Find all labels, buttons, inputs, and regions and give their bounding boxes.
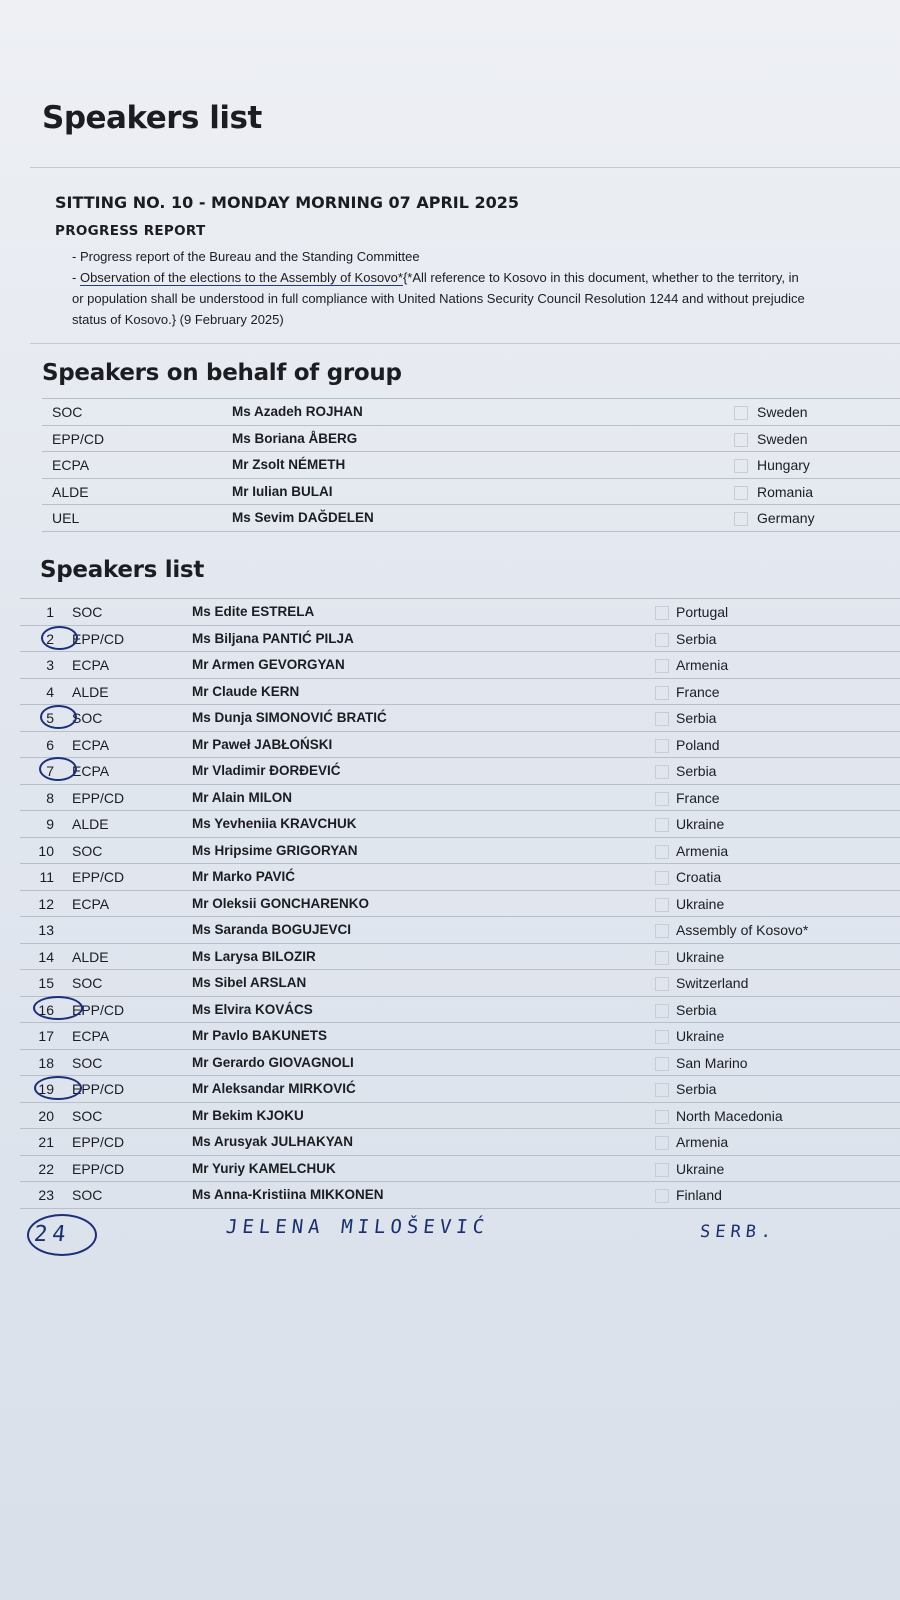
speaker-name-cell: Ms Elvira KOVÁCS (192, 1001, 313, 1017)
country-cell: Romania (757, 483, 814, 500)
number-cell: 11 (39, 869, 54, 885)
number-cell: 10 (38, 842, 54, 859)
country-cell: Serbia (676, 710, 717, 726)
number-cell: 4 (46, 683, 54, 700)
number-cell: 17 (38, 1028, 54, 1044)
handwritten-number: 24 (32, 1222, 72, 1247)
agenda-item-2-underlined: Observation of the elections to the Assembly of Kosovo* (79, 270, 403, 285)
speaker-name-cell: Mr Alain MILON (192, 789, 292, 805)
country-cell: Finland (676, 1187, 722, 1203)
country-cell: Ukraine (676, 948, 725, 965)
speaker-name-cell: Mr Armen GEVORGYAN (192, 657, 345, 672)
checkbox-icon (655, 739, 669, 753)
speakers-table (20, 598, 900, 1209)
number-cell: 1 (46, 604, 54, 620)
country-cell: Portugal (676, 604, 729, 620)
country-cell: Armenia (676, 657, 729, 673)
number-cell: 12 (38, 895, 54, 912)
group-cell: ALDE (52, 483, 89, 500)
number-cell: 21 (38, 1134, 54, 1150)
table-row (42, 398, 900, 425)
speaker-name-cell: Ms Dunja SIMONOVIĆ BRATIĆ (192, 710, 387, 725)
group-cell: ECPA (72, 895, 110, 912)
checkbox-icon (655, 1163, 669, 1177)
handwritten-country: SERB. (698, 1222, 778, 1242)
checkbox-icon (655, 951, 669, 965)
agenda-item-2: - Observation of the elections to the Assembly of Kosovo*{*All reference to Kosovo in this document, whether to the territory, in (72, 270, 799, 285)
checkbox-icon (734, 433, 748, 447)
group-speakers-table (42, 398, 900, 532)
speaker-name-cell: Mr Gerardo GIOVAGNOLI (192, 1054, 354, 1070)
agenda-items (72, 246, 892, 288)
table-row (20, 598, 900, 625)
checkbox-icon (655, 818, 669, 832)
group-cell: EPP/CD (52, 430, 105, 447)
group-cell: ECPA (72, 736, 110, 753)
group-cell: ALDE (72, 683, 109, 700)
ink-circle-2 (41, 626, 78, 650)
group-cell: SOC (72, 604, 103, 620)
country-cell: North Macedonia (676, 1107, 783, 1124)
number-cell: 15 (38, 975, 54, 991)
speaker-name-cell: Mr Bekim KJOKU (192, 1107, 304, 1123)
country-cell: Ukraine (676, 816, 725, 832)
checkbox-icon (655, 1004, 669, 1018)
speaker-name-cell: Mr Vladimir ĐORĐEVIĆ (192, 763, 341, 778)
country-cell: Germany (757, 510, 815, 526)
divider (30, 167, 900, 168)
country-cell: Serbia (676, 1001, 717, 1018)
group-cell: EPP/CD (72, 869, 125, 885)
checkbox-icon (655, 1057, 669, 1071)
progress-report-heading: PROGRESS REPORT (55, 223, 206, 239)
speaker-name-cell: Ms Sevim DAĞDELEN (232, 510, 374, 525)
speaker-name-cell: Ms Boriana ÅBERG (232, 430, 358, 446)
checkbox-icon (734, 459, 748, 473)
agenda-item-1-text: Progress report of the Bureau and the Standing Committee (79, 249, 420, 264)
checkbox-icon (734, 486, 748, 500)
group-cell: EPP/CD (72, 789, 125, 806)
checkbox-icon (655, 977, 669, 991)
checkbox-icon (655, 686, 669, 700)
checkbox-icon (655, 1110, 669, 1124)
speaker-name-cell: Mr Aleksandar MIRKOVIĆ (192, 1081, 356, 1096)
number-cell: 20 (38, 1107, 54, 1124)
table-row (20, 757, 900, 784)
checkbox-icon (655, 633, 669, 647)
speaker-name-cell: Ms Edite ESTRELA (192, 604, 315, 619)
country-cell: Serbia (676, 763, 717, 779)
group-cell: EPP/CD (72, 1160, 125, 1177)
speaker-name-cell: Ms Biljana PANTIĆ PILJA (192, 630, 354, 646)
speaker-name-cell: Mr Marko PAVIĆ (192, 869, 296, 884)
agenda-item-2-continued (72, 288, 892, 330)
number-cell: 18 (38, 1054, 54, 1071)
ink-circle-5 (40, 705, 77, 729)
group-cell: ALDE (72, 816, 109, 832)
number-cell: 16 (38, 1001, 54, 1018)
speaker-name-cell: Mr Iulian BULAI (232, 483, 333, 499)
handwritten-name: JELENA MILOŠEVIĆ (224, 1216, 491, 1238)
speaker-name-cell: Mr Paweł JABŁOŃSKI (192, 736, 333, 752)
checkbox-icon (655, 659, 669, 673)
group-cell: SOC (52, 404, 83, 420)
page-title: Speakers list (42, 100, 262, 136)
table-row (20, 678, 900, 705)
speaker-name-cell: Mr Claude KERN (192, 683, 300, 699)
country-cell: Ukraine (676, 1028, 725, 1044)
table-row (20, 969, 900, 996)
checkbox-icon (655, 1030, 669, 1044)
group-cell: SOC (72, 710, 103, 726)
speaker-name-cell: Ms Sibel ARSLAN (192, 975, 307, 990)
speaker-name-cell: Ms Hripsime GRIGORYAN (192, 842, 358, 858)
country-cell: France (676, 683, 720, 700)
checkbox-icon (655, 1136, 669, 1150)
table-row (20, 1075, 900, 1102)
speaker-name-cell: Ms Arusyak JULHAKYAN (192, 1134, 354, 1149)
number-cell: 23 (38, 1187, 54, 1203)
country-cell: Sweden (757, 430, 808, 447)
checkbox-icon (655, 924, 669, 938)
speaker-name-cell: Mr Zsolt NÉMETH (232, 457, 346, 472)
country-cell: Hungary (757, 457, 810, 473)
agenda-note-line-3: status of Kosovo.} (9 February 2025) (72, 312, 284, 327)
sitting-heading: SITTING NO. 10 - MONDAY MORNING 07 APRIL 2025 (55, 193, 520, 212)
table-row (20, 837, 900, 864)
table-row (20, 1022, 900, 1049)
table-row (20, 1181, 900, 1209)
divider (30, 343, 900, 344)
table-row (20, 784, 900, 811)
group-cell: EPP/CD (72, 1134, 125, 1150)
checkbox-icon (655, 606, 669, 620)
group-cell: EPP/CD (72, 630, 125, 647)
group-cell: SOC (72, 1054, 103, 1071)
group-cell: SOC (72, 842, 103, 859)
group-speakers-heading: Speakers on behalf of group (42, 360, 402, 386)
country-cell: Armenia (676, 1134, 729, 1150)
table-row (20, 863, 900, 890)
group-cell: ECPA (52, 457, 90, 473)
table-row (20, 996, 900, 1023)
table-row (20, 1128, 900, 1155)
checkbox-icon (655, 871, 669, 885)
country-cell: Armenia (676, 842, 729, 859)
checkbox-icon (655, 712, 669, 726)
number-cell: 5 (46, 710, 54, 726)
number-cell: 8 (46, 789, 54, 806)
table-row (20, 651, 900, 678)
agenda-item-1: - Progress report of the Bureau and the Standing Committee (72, 249, 420, 264)
speaker-name-cell: Mr Oleksii GONCHARENKO (192, 895, 370, 911)
table-row (20, 943, 900, 970)
group-cell: UEL (52, 510, 80, 526)
table-row (42, 425, 900, 452)
group-cell: EPP/CD (72, 1081, 125, 1097)
table-row (42, 451, 900, 478)
group-cell: ECPA (72, 657, 110, 673)
speakers-list-heading: Speakers list (40, 557, 205, 583)
checkbox-icon (655, 765, 669, 779)
country-cell: Sweden (757, 404, 808, 420)
number-cell: 14 (38, 948, 54, 965)
table-row (20, 890, 900, 917)
checkbox-icon (734, 406, 748, 420)
table-row (20, 810, 900, 837)
country-cell: Serbia (676, 630, 717, 647)
country-cell: Croatia (676, 869, 722, 885)
group-cell: SOC (72, 975, 103, 991)
number-cell: 19 (38, 1081, 54, 1097)
group-cell: EPP/CD (72, 1001, 125, 1018)
country-cell: Switzerland (676, 975, 749, 991)
group-cell: ALDE (72, 948, 109, 965)
checkbox-icon (655, 1083, 669, 1097)
speaker-name-cell: Ms Yevheniia KRAVCHUK (192, 816, 357, 831)
table-row (42, 504, 900, 532)
country-cell: Serbia (676, 1081, 717, 1097)
number-cell: 6 (46, 736, 54, 753)
group-cell: ECPA (72, 763, 110, 779)
country-cell: San Marino (676, 1054, 748, 1071)
speaker-name-cell: Ms Saranda BOGUJEVCI (192, 922, 352, 937)
table-row (20, 1155, 900, 1182)
table-row (20, 704, 900, 731)
group-cell: ECPA (72, 1028, 110, 1044)
ink-circle-7 (39, 757, 77, 781)
table-row (20, 1102, 900, 1129)
speaker-name-cell: Mr Yuriy KAMELCHUK (192, 1160, 336, 1176)
number-cell: 7 (46, 763, 54, 779)
speaker-name-cell: Ms Anna-Kristiina MIKKONEN (192, 1187, 384, 1202)
ink-circle-19 (34, 1076, 82, 1100)
checkbox-icon (655, 792, 669, 806)
number-cell: 22 (38, 1160, 54, 1177)
checkbox-icon (655, 1189, 669, 1203)
number-cell: 13 (38, 922, 54, 938)
number-cell: 2 (46, 630, 54, 647)
checkbox-icon (734, 512, 748, 526)
group-cell: SOC (72, 1187, 103, 1203)
agenda-note-line-2: or population shall be understood in full compliance with United Nations Security Council Resolution 1244 and without prejudice (72, 291, 805, 306)
table-row (20, 1049, 900, 1076)
country-cell: Ukraine (676, 1160, 725, 1177)
ink-circle-16 (33, 996, 83, 1020)
table-row (20, 625, 900, 652)
checkbox-icon (655, 845, 669, 859)
group-cell: SOC (72, 1107, 103, 1124)
country-cell: Poland (676, 736, 720, 753)
checkbox-icon (655, 898, 669, 912)
country-cell: Assembly of Kosovo* (676, 922, 809, 938)
table-row (42, 478, 900, 505)
country-cell: Ukraine (676, 895, 725, 912)
table-row (20, 731, 900, 758)
table-row (20, 916, 900, 943)
speaker-name-cell: Ms Azadeh ROJHAN (232, 404, 363, 419)
agenda-item-2-note: {*All reference to Kosovo in this document, whether to the territory, in (402, 270, 799, 285)
speaker-name-cell: Mr Pavlo BAKUNETS (192, 1028, 328, 1043)
country-cell: France (676, 789, 720, 806)
speaker-name-cell: Ms Larysa BILOZIR (192, 948, 316, 964)
number-cell: 9 (46, 816, 54, 832)
number-cell: 3 (46, 657, 54, 673)
